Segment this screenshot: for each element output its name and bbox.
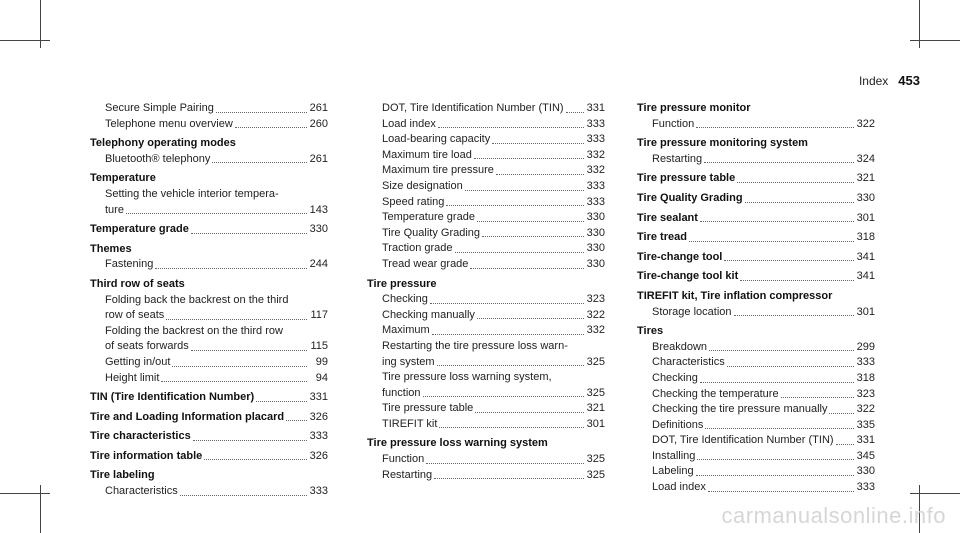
leader-dots bbox=[286, 420, 306, 421]
entry-text: Telephone menu overview bbox=[105, 117, 233, 130]
index-entry[interactable] bbox=[367, 323, 605, 339]
entry-text: Maximum tire pressure bbox=[382, 164, 494, 177]
entry-text: Maximum tire load bbox=[382, 148, 472, 161]
entry-text: Getting in/out bbox=[105, 355, 171, 368]
leader-dots bbox=[737, 182, 853, 183]
page-reference[interactable]: 318 bbox=[856, 371, 875, 384]
index-entry[interactable] bbox=[637, 387, 875, 403]
leader-dots bbox=[256, 401, 306, 402]
leader-dots bbox=[700, 382, 854, 383]
page-reference[interactable]: 331 bbox=[309, 391, 328, 404]
entry-text: Characteristics bbox=[652, 356, 725, 369]
leader-dots bbox=[477, 318, 584, 319]
index-entry[interactable] bbox=[367, 257, 605, 273]
index-entry[interactable] bbox=[90, 257, 328, 273]
leader-dots bbox=[689, 241, 854, 242]
crop-mark bbox=[910, 40, 960, 41]
entry-text: Third row of seats bbox=[90, 277, 185, 290]
leader-dots bbox=[700, 221, 854, 222]
entry-text: Labeling bbox=[652, 465, 694, 478]
page-reference[interactable]: 333 bbox=[856, 356, 875, 369]
index-entry[interactable] bbox=[90, 117, 328, 133]
page-reference[interactable]: 326 bbox=[309, 410, 328, 423]
entry-text: TIN (Tire Identification Number) bbox=[90, 391, 255, 404]
index-entry[interactable] bbox=[367, 386, 605, 402]
entry-text: DOT, Tire Identification Number (TIN) bbox=[652, 434, 834, 447]
page-reference[interactable]: 333 bbox=[586, 117, 605, 130]
leader-dots bbox=[126, 213, 307, 214]
index-entry[interactable] bbox=[367, 148, 605, 164]
entry-text: Breakdown bbox=[652, 340, 708, 353]
entry-text: Tire labeling bbox=[90, 469, 155, 482]
entry-text: Checking bbox=[652, 371, 698, 384]
entry-text: Tires bbox=[637, 325, 664, 338]
entry-text: Tire-change tool kit bbox=[637, 270, 739, 283]
entry-text: Function bbox=[652, 117, 695, 130]
index-entry[interactable] bbox=[637, 402, 875, 418]
page-reference[interactable]: 331 bbox=[586, 102, 605, 114]
index-entry[interactable] bbox=[90, 203, 328, 219]
index-entry[interactable] bbox=[637, 305, 875, 321]
index-entry[interactable] bbox=[367, 355, 605, 371]
leader-dots bbox=[745, 202, 854, 203]
page-reference[interactable]: 330 bbox=[856, 465, 875, 478]
entry-text: Tire tread bbox=[637, 231, 687, 244]
page-reference[interactable]: 323 bbox=[586, 293, 605, 306]
leader-dots bbox=[492, 143, 583, 144]
entry-text: Folding the backrest on the third row bbox=[105, 324, 283, 337]
entry-text: Restarting bbox=[382, 468, 433, 481]
index-entry-heading bbox=[637, 324, 875, 340]
index-entry-heading bbox=[637, 289, 875, 305]
index-column-1 bbox=[90, 101, 328, 500]
index-entry[interactable] bbox=[637, 418, 875, 434]
index-entry-heading bbox=[367, 277, 605, 293]
index-entry-heading[interactable] bbox=[90, 410, 328, 426]
index-entry-heading[interactable] bbox=[90, 429, 328, 445]
leader-dots bbox=[191, 233, 307, 234]
index-entry bbox=[367, 370, 605, 386]
index-entry bbox=[90, 293, 328, 309]
leader-dots bbox=[166, 319, 307, 320]
index-entry[interactable] bbox=[367, 163, 605, 179]
page-reference[interactable]: 333 bbox=[856, 481, 875, 494]
entry-text: Secure Simple Pairing bbox=[105, 102, 214, 114]
index-entry[interactable] bbox=[90, 484, 328, 500]
index-entry-heading[interactable] bbox=[637, 191, 875, 207]
page-number: 453 bbox=[898, 73, 920, 88]
page-reference[interactable]: 321 bbox=[856, 172, 875, 185]
index-entry-heading[interactable] bbox=[90, 222, 328, 238]
entry-text: Temperature grade bbox=[90, 223, 189, 236]
leader-dots bbox=[474, 158, 584, 159]
leader-dots bbox=[709, 350, 854, 351]
entry-text: TIREFIT kit bbox=[382, 417, 438, 430]
page-reference[interactable]: 330 bbox=[586, 211, 605, 224]
index-entry[interactable] bbox=[367, 292, 605, 308]
entry-text: Tire-change tool bbox=[637, 250, 723, 263]
index-entry bbox=[367, 339, 605, 355]
index-entry[interactable] bbox=[637, 117, 875, 133]
entry-text: ture bbox=[105, 203, 124, 216]
index-entry-heading[interactable] bbox=[637, 211, 875, 227]
leader-dots bbox=[697, 459, 853, 460]
page-reference[interactable]: 333 bbox=[309, 485, 328, 498]
index-entry[interactable] bbox=[90, 339, 328, 355]
page-reference[interactable]: 330 bbox=[586, 226, 605, 239]
index-entry[interactable] bbox=[367, 101, 605, 117]
page-reference[interactable]: 335 bbox=[856, 418, 875, 431]
page-reference[interactable]: 332 bbox=[586, 324, 605, 337]
entry-text: Characteristics bbox=[105, 485, 178, 498]
leader-dots bbox=[727, 366, 854, 367]
index-entry[interactable] bbox=[637, 371, 875, 387]
entry-text: Traction grade bbox=[382, 242, 453, 255]
page-reference[interactable]: 261 bbox=[309, 152, 328, 165]
entry-text: Tire information table bbox=[90, 449, 203, 462]
page-reference[interactable]: 333 bbox=[586, 179, 605, 192]
index-entry[interactable] bbox=[637, 464, 875, 480]
entry-text: Size designation bbox=[382, 179, 463, 192]
section-title: Index bbox=[858, 74, 889, 88]
index-entry bbox=[90, 187, 328, 203]
index-entry[interactable] bbox=[367, 241, 605, 257]
entry-text: Tire pressure table bbox=[637, 172, 736, 185]
leader-dots bbox=[705, 428, 853, 429]
entry-text: Tire pressure bbox=[367, 277, 437, 290]
index-entry[interactable] bbox=[90, 152, 328, 168]
entry-text: Tire pressure table bbox=[382, 402, 474, 415]
index-entry[interactable] bbox=[637, 152, 875, 168]
entry-text: Themes bbox=[90, 242, 132, 255]
index-entry[interactable] bbox=[367, 452, 605, 468]
index-entry[interactable] bbox=[367, 308, 605, 324]
index-column-2 bbox=[367, 101, 605, 483]
leader-dots bbox=[455, 252, 584, 253]
page-reference[interactable]: 330 bbox=[856, 191, 875, 204]
page-reference[interactable]: 332 bbox=[586, 148, 605, 161]
index-entry[interactable] bbox=[367, 401, 605, 417]
page-reference[interactable]: 341 bbox=[856, 250, 875, 263]
entry-text: Telephony operating modes bbox=[90, 137, 236, 150]
entry-text: Checking the tire pressure manually bbox=[652, 403, 828, 416]
leader-dots bbox=[696, 475, 854, 476]
index-entry[interactable] bbox=[367, 132, 605, 148]
page-reference[interactable]: 117 bbox=[310, 309, 328, 322]
page-reference[interactable]: 324 bbox=[856, 152, 875, 165]
index-entry[interactable] bbox=[637, 433, 875, 449]
leader-dots bbox=[430, 303, 584, 304]
entry-text: DOT, Tire Identification Number (TIN) bbox=[382, 102, 564, 114]
page-reference[interactable]: 331 bbox=[856, 434, 875, 447]
page-reference[interactable]: 326 bbox=[309, 449, 328, 462]
entry-text: Tire pressure monitor bbox=[637, 102, 751, 114]
entry-text: Storage location bbox=[652, 305, 732, 318]
page-reference[interactable]: 99 bbox=[315, 355, 328, 368]
page-reference[interactable]: 325 bbox=[586, 453, 605, 466]
entry-text: TIREFIT kit, Tire inflation compressor bbox=[637, 289, 833, 302]
index-entry[interactable] bbox=[367, 195, 605, 211]
entry-text: Bluetooth® telephony bbox=[105, 152, 211, 165]
index-entry-heading[interactable] bbox=[637, 171, 875, 187]
index-entry[interactable] bbox=[90, 371, 328, 387]
leader-dots bbox=[437, 365, 584, 366]
page-reference[interactable]: 341 bbox=[856, 270, 875, 283]
leader-dots bbox=[446, 205, 583, 206]
entry-text: Load index bbox=[652, 481, 706, 494]
index-entry-heading[interactable] bbox=[90, 449, 328, 465]
entry-text: function bbox=[382, 386, 421, 399]
entry-text: Fastening bbox=[105, 258, 154, 271]
entry-text: Temperature bbox=[90, 172, 156, 185]
entry-text: Installing bbox=[652, 449, 696, 462]
leader-dots bbox=[740, 280, 853, 281]
leader-dots bbox=[161, 381, 307, 382]
index-entry-heading bbox=[90, 468, 328, 484]
leader-dots bbox=[434, 478, 584, 479]
page-reference[interactable]: 321 bbox=[586, 402, 605, 415]
leader-dots bbox=[724, 260, 853, 261]
index-entry-heading bbox=[90, 171, 328, 187]
index-entry bbox=[90, 324, 328, 340]
page-reference[interactable]: 333 bbox=[309, 430, 328, 443]
page-reference[interactable]: 94 bbox=[315, 371, 328, 384]
page-reference[interactable]: 301 bbox=[856, 305, 875, 318]
entry-text: Tire and Loading Information placard bbox=[90, 410, 285, 423]
leader-dots bbox=[704, 162, 854, 163]
page-reference[interactable]: 318 bbox=[856, 231, 875, 244]
entry-text: Temperature grade bbox=[382, 211, 475, 224]
leader-dots bbox=[235, 127, 307, 128]
leader-dots bbox=[465, 190, 584, 191]
page-reference[interactable]: 115 bbox=[310, 340, 328, 353]
leader-dots bbox=[470, 268, 583, 269]
leader-dots bbox=[696, 127, 853, 128]
index-entry[interactable] bbox=[90, 308, 328, 324]
leader-dots bbox=[191, 350, 307, 351]
index-entry[interactable] bbox=[637, 480, 875, 496]
index-entry[interactable] bbox=[367, 117, 605, 133]
entry-text: Tire Quality Grading bbox=[382, 226, 481, 239]
leader-dots bbox=[426, 463, 583, 464]
leader-dots bbox=[829, 413, 853, 414]
page-reference[interactable]: 322 bbox=[586, 308, 605, 321]
entry-text: Tire pressure monitoring system bbox=[637, 137, 808, 150]
leader-dots bbox=[475, 412, 583, 413]
entry-text: Tire Quality Grading bbox=[637, 191, 743, 204]
index-entry[interactable] bbox=[90, 101, 328, 117]
entry-text: Tire characteristics bbox=[90, 430, 191, 443]
entry-text: Restarting the tire pressure loss warn- bbox=[382, 339, 568, 352]
page-reference[interactable]: 332 bbox=[586, 164, 605, 177]
page-reference[interactable]: 345 bbox=[856, 449, 875, 462]
leader-dots bbox=[836, 444, 854, 445]
leader-dots bbox=[155, 268, 306, 269]
index-entry[interactable] bbox=[367, 417, 605, 433]
entry-text: Height limit bbox=[105, 371, 160, 384]
leader-dots bbox=[172, 366, 307, 367]
page-reference[interactable]: 143 bbox=[309, 203, 328, 216]
index-entry-heading[interactable] bbox=[637, 230, 875, 246]
leader-dots bbox=[423, 396, 584, 397]
index-entry[interactable] bbox=[637, 355, 875, 371]
leader-dots bbox=[477, 221, 584, 222]
leader-dots bbox=[212, 162, 306, 163]
page-reference[interactable]: 260 bbox=[309, 117, 328, 130]
page-reference[interactable]: 333 bbox=[586, 195, 605, 208]
page-reference[interactable]: 261 bbox=[309, 102, 328, 114]
entry-text: Restarting bbox=[652, 152, 703, 165]
page-reference[interactable]: 323 bbox=[856, 387, 875, 400]
entry-text: Tire sealant bbox=[637, 211, 698, 224]
page-reference[interactable]: 322 bbox=[856, 117, 875, 130]
page-reference[interactable]: 322 bbox=[856, 403, 875, 416]
page-reference[interactable]: 330 bbox=[586, 242, 605, 255]
index-column-3 bbox=[637, 101, 875, 496]
index-entry[interactable] bbox=[637, 449, 875, 465]
page-reference[interactable]: 301 bbox=[586, 417, 605, 430]
index-entry-heading bbox=[90, 277, 328, 293]
entry-text: of seats forwards bbox=[105, 340, 189, 353]
leader-dots bbox=[216, 112, 307, 113]
entry-text: Setting the vehicle interior tempera- bbox=[105, 187, 279, 200]
crop-mark bbox=[0, 40, 50, 41]
leader-dots bbox=[781, 397, 854, 398]
leader-dots bbox=[566, 112, 584, 113]
entry-text: row of seats bbox=[105, 309, 165, 322]
page-reference[interactable]: 299 bbox=[856, 340, 875, 353]
leader-dots bbox=[496, 174, 584, 175]
index-entry-heading bbox=[90, 242, 328, 258]
leader-dots bbox=[438, 127, 584, 128]
page-header bbox=[859, 73, 920, 88]
index-entry-heading bbox=[637, 101, 875, 117]
entry-text: Checking the temperature bbox=[652, 387, 779, 400]
page-reference[interactable]: 330 bbox=[309, 223, 328, 236]
index-entry-heading[interactable] bbox=[637, 269, 875, 285]
entry-text: Definitions bbox=[652, 418, 704, 431]
entry-text: Load-bearing capacity bbox=[382, 133, 491, 146]
index-entry[interactable] bbox=[90, 355, 328, 371]
page-reference[interactable]: 325 bbox=[586, 355, 605, 368]
index-entry[interactable] bbox=[637, 340, 875, 356]
entry-text: Maximum bbox=[382, 324, 430, 337]
index-entry-heading bbox=[637, 136, 875, 152]
page-reference[interactable]: 244 bbox=[309, 258, 328, 271]
leader-dots bbox=[439, 427, 583, 428]
entry-text: Speed rating bbox=[382, 195, 445, 208]
entry-text: Function bbox=[382, 453, 425, 466]
entry-text: Load index bbox=[382, 117, 436, 130]
leader-dots bbox=[482, 236, 584, 237]
page-reference[interactable]: 301 bbox=[856, 211, 875, 224]
crop-mark bbox=[910, 493, 960, 494]
leader-dots bbox=[734, 315, 854, 316]
leader-dots bbox=[708, 491, 854, 492]
index-entry[interactable] bbox=[367, 468, 605, 484]
index-entry[interactable] bbox=[367, 226, 605, 242]
leader-dots bbox=[204, 459, 306, 460]
leader-dots bbox=[193, 440, 307, 441]
crop-mark bbox=[0, 493, 50, 494]
entry-text: Tire pressure loss warning system, bbox=[382, 371, 552, 384]
entry-text: ing system bbox=[382, 355, 435, 368]
entry-text: Checking manually bbox=[382, 308, 475, 321]
index-entry-heading bbox=[367, 436, 605, 452]
entry-text: Tread wear grade bbox=[382, 257, 469, 270]
leader-dots bbox=[180, 495, 307, 496]
watermark: carmanualsonline.info bbox=[721, 503, 946, 528]
entry-text: Tire pressure loss warning system bbox=[367, 437, 548, 450]
index-entry-heading[interactable] bbox=[637, 250, 875, 266]
index-entry[interactable] bbox=[367, 179, 605, 195]
entry-text: Checking bbox=[382, 293, 428, 306]
leader-dots bbox=[432, 334, 584, 335]
page-reference[interactable]: 325 bbox=[586, 386, 605, 399]
index-entry[interactable] bbox=[367, 210, 605, 226]
entry-text: Folding back the backrest on the third bbox=[105, 293, 289, 306]
index-entry-heading bbox=[90, 136, 328, 152]
page-reference[interactable]: 325 bbox=[586, 468, 605, 481]
page-reference[interactable]: 333 bbox=[586, 133, 605, 146]
page-reference[interactable]: 330 bbox=[586, 257, 605, 270]
index-entry-heading[interactable] bbox=[90, 390, 328, 406]
